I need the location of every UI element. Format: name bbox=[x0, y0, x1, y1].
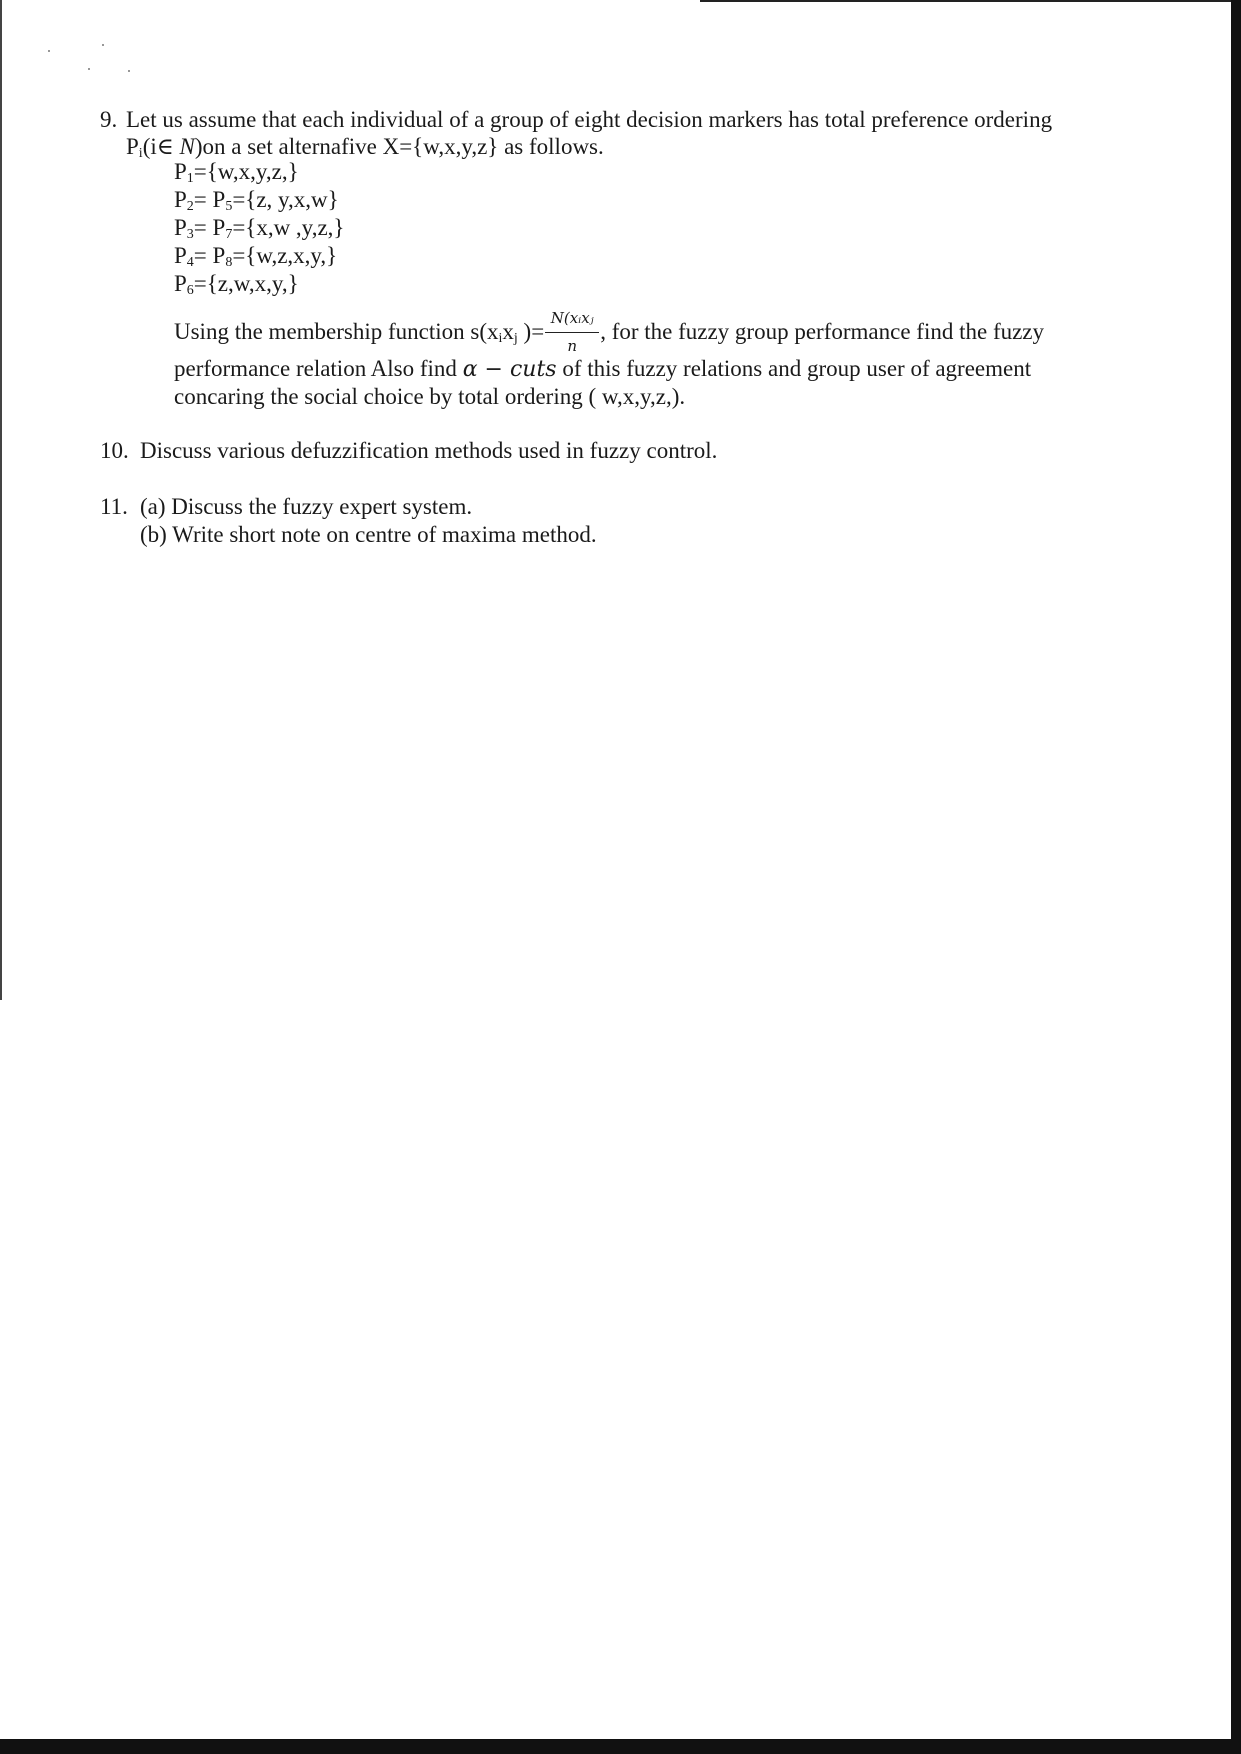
question-number: 9. bbox=[100, 107, 118, 132]
preference-ordering: $P_3= P_7=\{x,w$ ,y,z,} bbox=[174, 215, 345, 242]
scan-speck bbox=[128, 70, 130, 72]
preference-ordering: $P_6=\{z,w,x,y,\}$ bbox=[174, 271, 299, 298]
scan-speck bbox=[88, 68, 90, 70]
scan-edge-bottom bbox=[0, 1739, 1241, 1754]
preference-ordering: $P_2= P_5=\{z$, y,x,w} bbox=[174, 187, 339, 214]
membership-function-line: Using the membership function $s(x_ix_j$ )= $\frac{\text{N(xᵢxⱼ}}{n}$ , for the fuzzy group performance find the fuzzy bbox=[174, 309, 1045, 355]
scan-edge-right bbox=[1231, 0, 1241, 1754]
question-text-line: Let us assume that each individual of a group of eight decision markers has total preference ordering bbox=[126, 107, 1053, 132]
question-text-line: Discuss various defuzzification methods used in fuzzy control. bbox=[140, 438, 718, 463]
preference-ordering: $P_4= P_8=\{w,z,x,y,\}$ bbox=[174, 243, 338, 270]
question-part-b: (b) Write short note on centre of maxima method. bbox=[140, 522, 597, 547]
preference-ordering: $P_1=\{w,x,y,z,\}$ bbox=[174, 159, 299, 186]
scan-speck bbox=[48, 50, 50, 52]
membership-fraction: $\frac{\text{N(xᵢxⱼ}}{n}$ bbox=[545, 318, 599, 346]
question-part-a: (a) Discuss the fuzzy expert system. bbox=[140, 494, 473, 519]
scan-edge-left bbox=[0, 0, 2, 1000]
question-number: 11. bbox=[100, 494, 128, 519]
question-text-line: performance relation Also find α − cuts of this fuzzy relations and group user of agreement bbox=[174, 356, 1032, 382]
scan-speck bbox=[102, 44, 104, 46]
question-text-line: $P_i(i\in$ N)on a set alternafive X={w,x,y,z} as follows. bbox=[126, 134, 604, 161]
question-text-line: concaring the social choice by total ordering ( w,x,y,z,). bbox=[174, 384, 686, 409]
scan-edge-top bbox=[700, 0, 1241, 2]
question-number: 10. bbox=[100, 438, 129, 463]
